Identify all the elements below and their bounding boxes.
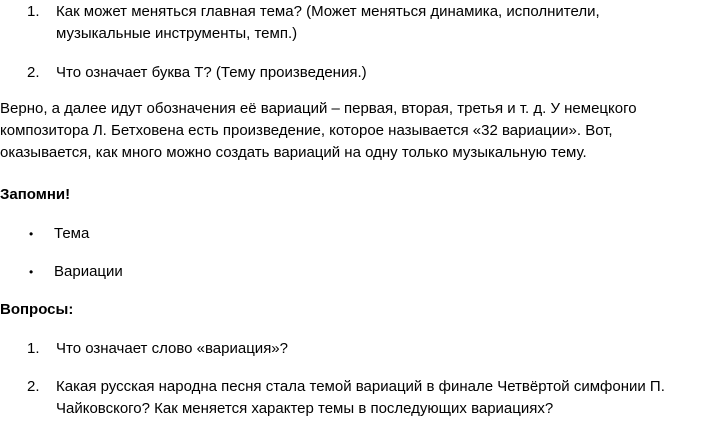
text-line: Верно, а далее идут обозначения её вариаций – первая, вторая, третья и т. д. У немецкого: [0, 100, 637, 117]
bullet-icon: •: [29, 265, 34, 279]
text-line: оказывается, как много можно создать вариаций на одну только музыкальную тему.: [0, 144, 587, 161]
list-number: 1.: [27, 3, 40, 20]
list-item-text: [56, 338, 701, 360]
list-item-text: [56, 1, 701, 45]
text-line: музыкальные инструменты, темп.): [56, 25, 298, 42]
text-line: Что означает слово «вариация»?: [56, 340, 288, 357]
list-number: 1.: [27, 340, 40, 357]
list-item-text: [56, 376, 701, 420]
list-item-text: [56, 62, 701, 84]
list-number: 2.: [27, 64, 40, 81]
text-line: композитора Л. Бетховена есть произведение, которое называется «32 вариации». Вот,: [0, 122, 613, 139]
text-line: Как может меняться главная тема? (Может меняться динамика, исполнители,: [56, 3, 600, 20]
body-paragraph: [0, 98, 702, 164]
bullet-icon: •: [29, 227, 34, 241]
text-line: Чайковского? Как меняется характер темы в последующих вариациях?: [56, 400, 554, 417]
bullet-text: Тема: [54, 225, 90, 242]
bullet-text: Вариации: [54, 263, 123, 280]
text-line: Что означает буква Т? (Тему произведения.): [56, 64, 367, 81]
list-number: 2.: [27, 378, 40, 395]
questions-heading: Вопросы:: [0, 301, 74, 318]
remember-heading: Запомни!: [0, 186, 71, 203]
text-line: Какая русская народна песня стала темой вариаций в финале Четвёртой симфонии П.: [56, 378, 665, 395]
